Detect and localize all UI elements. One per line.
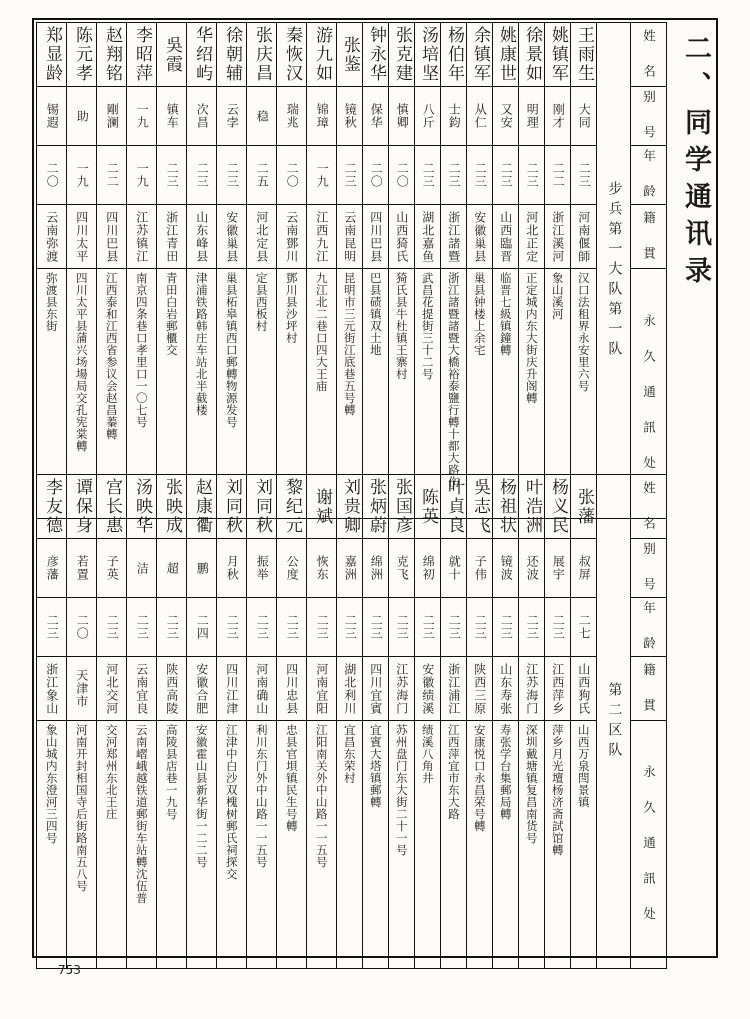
table-cell-address: 四川太平县蒲兴场場局交孔宪棠轉 [67, 269, 97, 519]
table-cell-native: 山东峰县 [187, 205, 217, 269]
table-cell-age: 二四 [187, 598, 217, 657]
table-cell-address: 江津中白沙双槐树郵氏祠探交 [217, 721, 247, 969]
table-cell-native: 四川忠县 [277, 657, 307, 721]
table-cell-alt: 八斤 [415, 87, 441, 146]
table-cell-alt: 子伟 [467, 539, 493, 598]
table-cell-alt: 叔屏 [571, 539, 597, 598]
table-cell-address: 苏州盘门东大街二十一号 [389, 721, 415, 969]
table-cell-age: 二三 [157, 146, 187, 205]
table-cell-name: 吳霞 [157, 23, 187, 87]
table-cell-native: 浙江浦江 [441, 657, 467, 721]
table-cell-name: 张鉴 [337, 23, 363, 87]
table-cell-name: 徐景如 [519, 23, 545, 87]
table-cell-name: 郑显龄 [37, 23, 67, 87]
table-cell-native: 河南确山 [247, 657, 277, 721]
table-cell-age: 二三 [337, 598, 363, 657]
table-cell-age: 二三 [441, 146, 467, 205]
table-cell-native: 陕西高陵 [157, 657, 187, 721]
table-cell-name: 张庆昌 [247, 23, 277, 87]
table-cell-age: 二三 [415, 146, 441, 205]
table-cell-native: 河北定县 [247, 205, 277, 269]
column-header-native: 籍 貫 [631, 657, 667, 721]
table-cell-alt: 镇车 [157, 87, 187, 146]
table-cell-alt: 从仁 [467, 87, 493, 146]
group-label-cell: 步兵第一大队第一队 [597, 23, 631, 519]
table-cell-age: 二三 [467, 598, 493, 657]
table-cell-age: 一九 [307, 146, 337, 205]
table-cell-address: 弥渡县东街 [37, 269, 67, 519]
table-cell-address: 巢县柘皋镇西口郵轉物源发号 [217, 269, 247, 519]
table-cell-name: 李昭萍 [127, 23, 157, 87]
table-cell-alt: 锡遐 [37, 87, 67, 146]
table-cell-name: 秦恢汉 [277, 23, 307, 87]
table-cell-age: 二〇 [67, 598, 97, 657]
table-cell-age: 二五 [247, 146, 277, 205]
contact-table-first-company [36, 22, 667, 519]
table-cell-native: 安徽巢县 [467, 205, 493, 269]
table-cell-native: 安徽巢县 [217, 205, 247, 269]
table-cell-name: 吳志飞 [467, 475, 493, 539]
table-cell-name: 刘贵卿 [337, 475, 363, 539]
table-cell-native: 山西猗氏 [389, 205, 415, 269]
table-cell-name: 宫长惠 [97, 475, 127, 539]
table-cell-name: 谭保身 [67, 475, 97, 539]
table-cell-address: 浙江諸暨諸暨大橋裕泰鹽行轉十都大路伤 [441, 269, 467, 519]
table-cell-address: 津浦铁路韩庄车站北半截楼 [187, 269, 217, 519]
table-cell-alt: 公度 [277, 539, 307, 598]
table-cell-alt: 助 [67, 87, 97, 146]
table-cell-address: 安康悦口永昌荣号轉 [467, 721, 493, 969]
table-cell-address: 象山城内东澄河三四号 [37, 721, 67, 969]
table-cell-age: 一九 [127, 146, 157, 205]
table-cell-address: 绩溪八角井 [415, 721, 441, 969]
table-cell-alt: 还波 [519, 539, 545, 598]
table-cell-age: 二三 [363, 598, 389, 657]
table-cell-native: 江西九江 [307, 205, 337, 269]
table-cell-age: 二〇 [389, 146, 415, 205]
table-cell-age: 二三 [571, 146, 597, 205]
table-cell-native: 浙江象山 [37, 657, 67, 721]
table-cell-age: 一九 [67, 146, 97, 205]
table-cell-age: 二三 [545, 598, 571, 657]
table-cell-alt: 锦璋 [307, 87, 337, 146]
table-cell-address: 安徽霍山县新华街一二二号 [187, 721, 217, 969]
table-cell-alt: 明理 [519, 87, 545, 146]
table-cell-name: 姚康世 [493, 23, 519, 87]
table-cell-age: 二三 [389, 598, 415, 657]
table-cell-name: 姚镇军 [545, 23, 571, 87]
table-cell-name: 叶貞良 [441, 475, 467, 539]
table-cell-name: 叶浩洲 [519, 475, 545, 539]
column-header-age: 年 龄 [631, 146, 667, 205]
table-cell-name: 张国彦 [389, 475, 415, 539]
table-cell-age: 二三 [519, 146, 545, 205]
table-cell-age: 二三 [247, 598, 277, 657]
table-cell-address: 九江北二巷口四大王庙 [307, 269, 337, 519]
table-cell-native: 天津市 [67, 657, 97, 721]
table-cell-address: 巴县碛镇双土地 [363, 269, 389, 519]
table-cell-address: 高陵县店巷一九号 [157, 721, 187, 969]
column-header-alt: 别 号 [631, 539, 667, 598]
table-cell-age: 二〇 [277, 146, 307, 205]
table-cell-age: 二三 [493, 598, 519, 657]
table-cell-address: 临晋七級镇鐘轉 [493, 269, 519, 519]
table-cell-native: 湖北利川 [337, 657, 363, 721]
table-cell-alt: 绵初 [415, 539, 441, 598]
table-cell-alt: 镜秋 [337, 87, 363, 146]
table-cell-alt: 慎卿 [389, 87, 415, 146]
table-cell-address: 忠县官垻镇民生号轉 [277, 721, 307, 969]
table-cell-alt: 大同 [571, 87, 597, 146]
table-cell-alt: 若置 [67, 539, 97, 598]
table-cell-name: 谢斌 [307, 475, 337, 539]
table-cell-native: 山东寿张 [493, 657, 519, 721]
table-cell-name: 杨伯年 [441, 23, 467, 87]
table-cell-native: 云南宜良 [127, 657, 157, 721]
table-cell-alt: 月秋 [217, 539, 247, 598]
table-cell-alt: 就十 [441, 539, 467, 598]
table-cell-age: 二三 [127, 598, 157, 657]
table-cell-age: 二二 [97, 146, 127, 205]
table-cell-age: 二三 [97, 598, 127, 657]
table-cell-address: 宜賓大塔镇郵轉 [363, 721, 389, 969]
table-cell-address: 萍乡月光壇杨济斋試馆轉 [545, 721, 571, 969]
document-page [32, 18, 718, 958]
table-cell-address: 鄧川县沙坪村 [277, 269, 307, 519]
table-cell-alt: 绵洲 [363, 539, 389, 598]
table-cell-address: 正定城内东大街庆升阁轉 [519, 269, 545, 519]
table-cell-address: 定县西板村 [247, 269, 277, 519]
table-cell-alt: 洁 [127, 539, 157, 598]
table-cell-name: 陈英 [415, 475, 441, 539]
table-cell-alt: 云孛 [217, 87, 247, 146]
table-cell-native: 四川巴县 [97, 205, 127, 269]
table-cell-age: 二三 [337, 146, 363, 205]
group-label-cell: 第二区队 [597, 475, 631, 969]
column-header-address: 永 久 通 訊 处 [631, 269, 667, 519]
table-cell-age: 二三 [277, 598, 307, 657]
table-cell-age: 二三 [217, 598, 247, 657]
table-cell-name: 赵翔铭 [97, 23, 127, 87]
column-header-name: 姓 名 [631, 475, 667, 539]
table-cell-native: 江西萍乡 [545, 657, 571, 721]
table-cell-address: 汉口法租界永安里六号 [571, 269, 597, 519]
table-cell-age: 二二 [545, 146, 571, 205]
table-cell-native: 四川宜賓 [363, 657, 389, 721]
table-cell-age: 二三 [415, 598, 441, 657]
table-cell-name: 汤培坚 [415, 23, 441, 87]
table-cell-alt: 恢东 [307, 539, 337, 598]
table-cell-name: 钟永华 [363, 23, 389, 87]
table-cell-address: 江西萍宜市东大路 [441, 721, 467, 969]
table-cell-native: 河北正定 [519, 205, 545, 269]
column-header-native: 籍 貫 [631, 205, 667, 269]
table-cell-name: 杨祖状 [493, 475, 519, 539]
table-cell-native: 河南宜阳 [307, 657, 337, 721]
table-cell-name: 张藩 [571, 475, 597, 539]
column-header-address: 永 久 通 訊 处 [631, 721, 667, 969]
table-cell-name: 汤映华 [127, 475, 157, 539]
table-cell-age: 二三 [307, 598, 337, 657]
contact-table-second-company [36, 474, 667, 969]
table-cell-name: 华绍屿 [187, 23, 217, 87]
table-cell-age: 二三 [217, 146, 247, 205]
table-cell-age: 二〇 [363, 146, 389, 205]
table-cell-address: 武昌花提街三十二号 [415, 269, 441, 519]
table-cell-address: 江阳南关外中山路一一五号 [307, 721, 337, 969]
table-cell-native: 浙江青田 [157, 205, 187, 269]
table-cell-name: 黎纪元 [277, 475, 307, 539]
table-cell-address: 山西万泉閆景镇 [571, 721, 597, 969]
table-cell-alt: 嘉洲 [337, 539, 363, 598]
table-cell-address: 云南嶍峨越铁道郵街车站轉沈伍普 [127, 721, 157, 969]
table-cell-alt: 剛澜 [97, 87, 127, 146]
table-cell-native: 云南昆明 [337, 205, 363, 269]
table-cell-name: 张克建 [389, 23, 415, 87]
table-cell-alt: 稳 [247, 87, 277, 146]
table-cell-native: 安徽绩溪 [415, 657, 441, 721]
table-cell-alt: 克飞 [389, 539, 415, 598]
table-cell-age: 二三 [493, 146, 519, 205]
table-cell-age: 二三 [187, 146, 217, 205]
table-cell-native: 四川巴县 [363, 205, 389, 269]
table-cell-address: 象山溪河 [545, 269, 571, 519]
table-cell-name: 刘同秋 [217, 475, 247, 539]
table-cell-alt: 展宇 [545, 539, 571, 598]
table-cell-native: 陕西三原 [467, 657, 493, 721]
table-cell-name: 王雨生 [571, 23, 597, 87]
table-cell-address: 南京四条巷口孝里口一〇七号 [127, 269, 157, 519]
table-cell-age: 二〇 [37, 146, 67, 205]
table-cell-name: 赵康衢 [187, 475, 217, 539]
table-cell-alt: 刚才 [545, 87, 571, 146]
table-cell-alt: 士鈞 [441, 87, 467, 146]
table-cell-name: 李友德 [37, 475, 67, 539]
table-cell-alt: 子英 [97, 539, 127, 598]
table-cell-native: 江苏海门 [389, 657, 415, 721]
table-cell-native: 山西臨晋 [493, 205, 519, 269]
column-header-name: 姓 名 [631, 23, 667, 87]
table-cell-age: 二三 [157, 598, 187, 657]
table-cell-alt: 瑞兆 [277, 87, 307, 146]
table-cell-name: 张炳蔚 [363, 475, 389, 539]
table-cell-name: 徐朝辅 [217, 23, 247, 87]
table-cell-address: 青田白岩郵櫃交 [157, 269, 187, 519]
table-cell-age: 二三 [519, 598, 545, 657]
table-cell-native: 安徽合肥 [187, 657, 217, 721]
table-cell-name: 游九如 [307, 23, 337, 87]
table-cell-name: 杨义民 [545, 475, 571, 539]
table-cell-native: 江苏海门 [519, 657, 545, 721]
table-cell-native: 云南鄧川 [277, 205, 307, 269]
table-cell-address: 寿张学台集郵局轉 [493, 721, 519, 969]
table-cell-name: 余镇军 [467, 23, 493, 87]
table-cell-native: 云南弥渡 [37, 205, 67, 269]
table-cell-address: 交河郑州东北王庄 [97, 721, 127, 969]
column-header-alt: 别 号 [631, 87, 667, 146]
table-cell-address: 河南开封相国寺后街路南五八号 [67, 721, 97, 969]
page-number: 753 [58, 963, 81, 977]
table-cell-name: 张映成 [157, 475, 187, 539]
table-cell-age: 二三 [37, 598, 67, 657]
table-cell-alt: 一九 [127, 87, 157, 146]
table-cell-native: 山西狗氏 [571, 657, 597, 721]
table-cell-address: 深圳戴塘镇复昌南货号 [519, 721, 545, 969]
table-cell-address: 利川东门外中山路一一五号 [247, 721, 277, 969]
table-cell-age: 二三 [467, 146, 493, 205]
table-cell-native: 四川太平 [67, 205, 97, 269]
table-cell-alt: 彦藩 [37, 539, 67, 598]
table-cell-address: 猗氏县牛杜镇王寨村 [389, 269, 415, 519]
table-cell-native: 江苏镇江 [127, 205, 157, 269]
table-cell-alt: 次昌 [187, 87, 217, 146]
table-cell-alt: 镜波 [493, 539, 519, 598]
table-cell-native: 河南偃師 [571, 205, 597, 269]
table-cell-native: 河北交河 [97, 657, 127, 721]
table-cell-alt: 又安 [493, 87, 519, 146]
table-cell-alt: 鹏 [187, 539, 217, 598]
table-cell-age: 二七 [571, 598, 597, 657]
table-cell-address: 宜昌东荣村 [337, 721, 363, 969]
table-cell-name: 刘同秋 [247, 475, 277, 539]
table-cell-native: 四川江津 [217, 657, 247, 721]
table-cell-native: 浙江諸暨 [441, 205, 467, 269]
column-header-age: 年 龄 [631, 598, 667, 657]
table-cell-alt: 振举 [247, 539, 277, 598]
table-cell-address: 江西泰和江西省参议会赵昌蓁轉 [97, 269, 127, 519]
table-cell-alt: 超 [157, 539, 187, 598]
table-cell-address: 昆明市三元街江底巷五号轉 [337, 269, 363, 519]
table-cell-alt: 保华 [363, 87, 389, 146]
table-cell-name: 陈元孝 [67, 23, 97, 87]
page-title: 二、同学通讯录 [680, 34, 711, 293]
table-cell-native: 湖北嘉鱼 [415, 205, 441, 269]
table-cell-age: 二三 [441, 598, 467, 657]
table-cell-address: 巢县钟楼上余宅 [467, 269, 493, 519]
table-cell-native: 浙江溪河 [545, 205, 571, 269]
